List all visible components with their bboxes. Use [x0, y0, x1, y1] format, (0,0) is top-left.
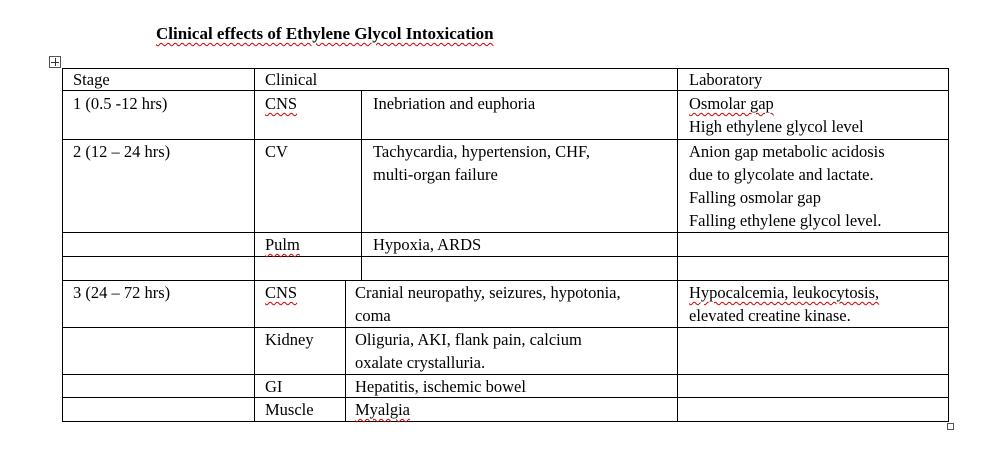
effects-cell: Myalgia	[355, 400, 410, 419]
effects-cell: multi-organ failure	[373, 165, 498, 184]
lab-cell: Anion gap metabolic acidosis	[689, 142, 885, 161]
lab-cell: due to glycolate and lactate.	[689, 165, 874, 184]
header-clinical: Clinical	[265, 70, 318, 89]
lab-cell: Falling osmolar gap	[689, 188, 821, 207]
stage-cell: 1 (0.5 -12 hrs)	[73, 94, 168, 113]
system-cell: CNS	[265, 283, 298, 302]
system-cell: GI	[265, 377, 283, 396]
system-cell: Muscle	[265, 400, 314, 419]
effects-cell: Tachycardia, hypertension, CHF,	[373, 142, 591, 161]
lab-cell: elevated creatine kinase.	[689, 306, 851, 325]
effects-cell: coma	[355, 306, 391, 325]
system-cell: CV	[265, 142, 288, 161]
lab-cell: Falling ethylene glycol level.	[689, 211, 882, 230]
header-stage: Stage	[73, 70, 110, 89]
effects-cell: Oliguria, AKI, flank pain, calcium	[355, 330, 582, 349]
stage-cell: 3 (24 – 72 hrs)	[73, 283, 171, 302]
lab-cell: Hypocalcemia, leukocytosis,	[689, 283, 880, 302]
effects-cell: Hypoxia, ARDS	[373, 235, 482, 254]
lab-cell: High ethylene glycol level	[689, 117, 864, 136]
effects-cell: oxalate crystalluria.	[355, 353, 486, 372]
effects-cell: Inebriation and euphoria	[373, 94, 536, 113]
header-laboratory: Laboratory	[689, 70, 763, 89]
effects-cell: Hepatitis, ischemic bowel	[355, 377, 526, 396]
system-cell: Kidney	[265, 330, 314, 349]
system-cell: Pulm	[265, 235, 300, 254]
document-title: Clinical effects of Ethylene Glycol Intoxication	[156, 24, 494, 43]
lab-cell: Osmolar gap	[689, 94, 774, 113]
effects-cell: Cranial neuropathy, seizures, hypotonia,	[355, 283, 621, 302]
system-cell: CNS	[265, 94, 298, 113]
stage-cell: 2 (12 – 24 hrs)	[73, 142, 171, 161]
